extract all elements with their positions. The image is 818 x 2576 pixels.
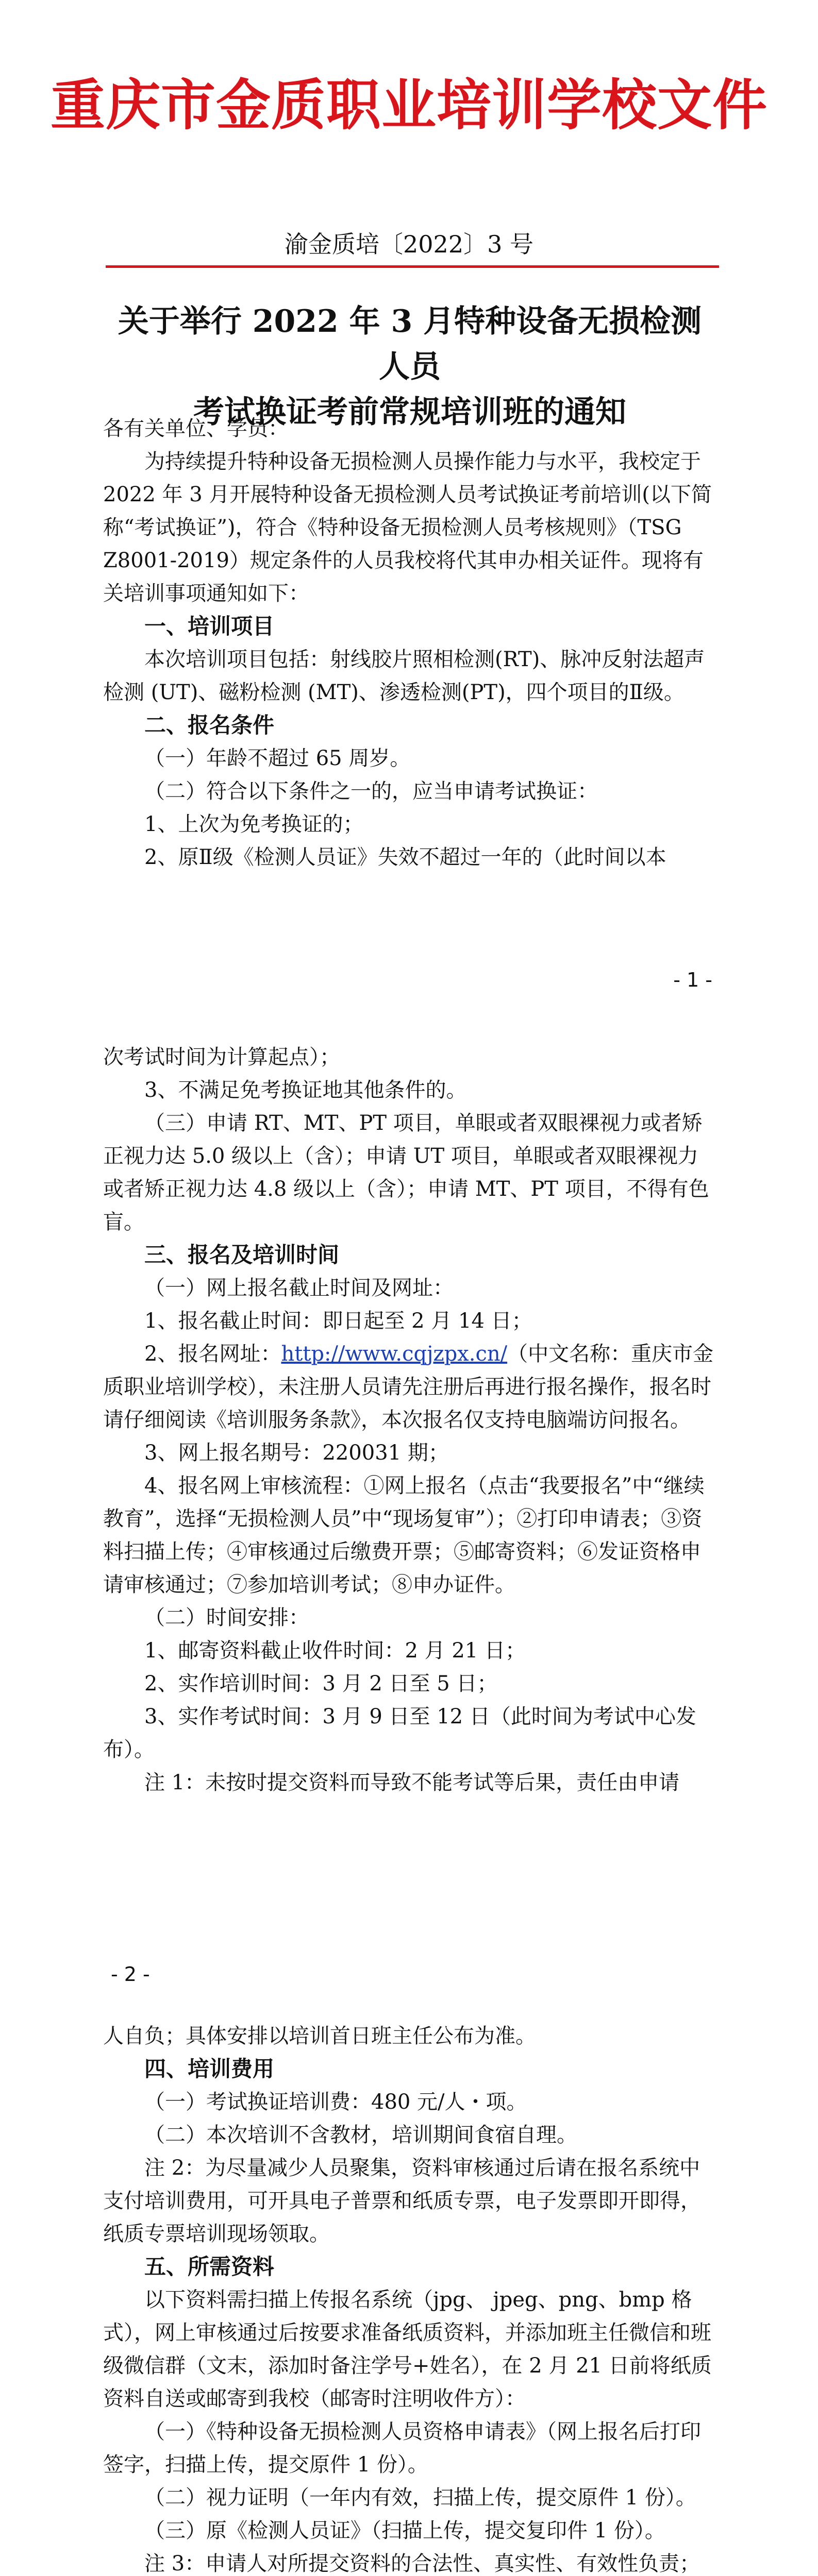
intro-paragraph: 为持续提升特种设备无损检测人员操作能力与水平，我校定于 2022 年 3 月开展特种设备无损检测人员考试换证考前培训(以下简称“考试换证”)，符合《特种设备无损检测人员考核规则》（TSG Z8001-2019）规定条件的人员我校将代其申办相关证件。现将有关培训事项通知如下：	[103, 450, 712, 605]
document-number: 渝金质培〔2022〕3 号	[285, 230, 533, 258]
period-item: 3、网上报名期号：220031 期；	[144, 1441, 449, 1465]
registration-link[interactable]: http://www.cqjzpx.cn/	[281, 1342, 508, 1366]
section-4-heading: 四、培训费用	[144, 2056, 275, 2081]
section-2-heading: 二、报名条件	[144, 713, 275, 738]
page-2-body	[103, 1041, 716, 1799]
section-1-heading: 一、培训项目	[144, 614, 275, 639]
continuation-text: 次考试时间为计算起点）；	[103, 1045, 340, 1069]
page-1	[0, 0, 818, 1020]
condition-2-1: 1、上次为免考换证的；	[144, 812, 364, 836]
page-number: - 2 -	[111, 1963, 150, 1986]
masthead: 重庆市金质职业培训学校文件	[51, 74, 767, 137]
deadline-heading: （一）网上报名截止时间及网址：	[144, 1276, 454, 1300]
continuation-text: 人自负；具体安排以培训首日班主任公布为准。	[103, 2024, 536, 2048]
fee-item-1: （一）考试换证培训费：480 元/人・项。	[144, 2090, 527, 2114]
page-3	[0, 1999, 818, 2576]
schedule-item-2: 2、实作培训时间：3 月 2 日至 5 日；	[144, 1672, 498, 1696]
website-item	[103, 1337, 716, 1436]
page-2	[0, 1020, 818, 1999]
note-2: 注 2：为尽量减少人员聚集，资料审核通过后请在报名系统中支付培训费用，可开具电子普票和纸质专票，电子发票即开即得，纸质专票培训现场领取。	[103, 2156, 701, 2246]
section-1-text: 本次培训项目包括：射线胶片照相检测(RT)、脉冲反射法超声检测 (UT)、磁粉检测 (MT)、渗透检测(PT)，四个项目的Ⅱ级。	[103, 648, 705, 704]
schedule-heading: （二）时间安排：	[144, 1606, 309, 1630]
schedule-item-1: 1、邮寄资料截止收件时间：2 月 21 日；	[144, 1639, 526, 1663]
section-3-heading: 三、报名及培训时间	[144, 1242, 340, 1267]
website-label: 2、报名网址：	[144, 1342, 281, 1366]
page-number: - 1 -	[673, 969, 712, 991]
page-1-body	[103, 412, 716, 874]
material-1: （一）《特种设备无损检测人员资格申请表》（网上报名后打印签字，扫描上传，提交原件 1 份）。	[103, 2420, 701, 2477]
title-line-2: 考试换证考前常规培训班的通知	[193, 394, 626, 430]
material-2: （二）视力证明（一年内有效，扫描上传，提交原件 1 份）。	[144, 2486, 696, 2510]
fee-item-2: （二）本次培训不含教材，培训期间食宿自理。	[144, 2123, 577, 2147]
schedule-item-3: 3、实作考试时间：3 月 9 日至 12 日（此时间为考试中心发布）。	[103, 1705, 696, 1761]
page-3-body	[103, 2020, 716, 2576]
condition-2: （二）符合以下条件之一的，应当申请考试换证：	[144, 779, 598, 803]
salutation: 各有关单位、学员：	[103, 417, 289, 440]
red-divider	[106, 265, 719, 268]
condition-3: （三）申请 RT、MT、PT 项目，单眼或者双眼裸视力或者矫正视力达 5.0 级以上（含）；申请 UT 项目，单眼或者双眼裸视力或者矫正视力达 4.8 级以上（含）；申请 MT、PT 项目，不得有色盲。	[103, 1111, 709, 1234]
deadline-item: 1、报名截止时间：即日起至 2 月 14 日；	[144, 1309, 532, 1333]
material-3: （三）原《检测人员证》（扫描上传，提交复印件 1 份）。	[144, 2519, 665, 2543]
section-5-heading: 五、所需资料	[144, 2254, 275, 2279]
review-process-item: 4、报名网上审核流程：①网上报名（点击“我要报名”中“继续教育”，选择“无损检测人员”中“现场复审”）；②打印申请表；③资料扫描上传；④审核通过后缴费开票；⑤邮寄资料；⑥发证资格申请审核通过；⑦参加培训考试；⑧申办证件。	[103, 1474, 705, 1597]
materials-intro: 以下资料需扫描上传报名系统（jpg、 jpeg、png、bmp 格式），网上审核通过后按要求准备纸质资料，并添加班主任微信和班级微信群（文末，添加时备注学号+姓名），在 2 月 21 日前将纸质资料自送或邮寄到我校（邮寄时注明收件方）：	[103, 2288, 712, 2411]
condition-1: （一）年龄不超过 65 周岁。	[144, 747, 411, 770]
website-note: （中文名称：重庆市金质职业培训学校），未注册人员请先注册后再进行报名操作，报名时请仔细阅读《培训服务条款》，本次报名仅支持电脑端访问报名。	[103, 1342, 714, 1432]
condition-2-3: 3、不满足免考换证地其他条件的。	[144, 1078, 467, 1102]
title-line-1: 关于举行 2022 年 3 月特种设备无损检测人员	[118, 303, 702, 385]
note-1: 注 1：未按时提交资料而导致不能考试等后果，责任由申请	[144, 1771, 680, 1794]
condition-2-2: 2、原Ⅱ级《检测人员证》失效不超过一年的（此时间以本	[144, 845, 666, 869]
note-3: 注 3：申请人对所提交资料的合法性、真实性、有效性负责；	[144, 2552, 700, 2575]
